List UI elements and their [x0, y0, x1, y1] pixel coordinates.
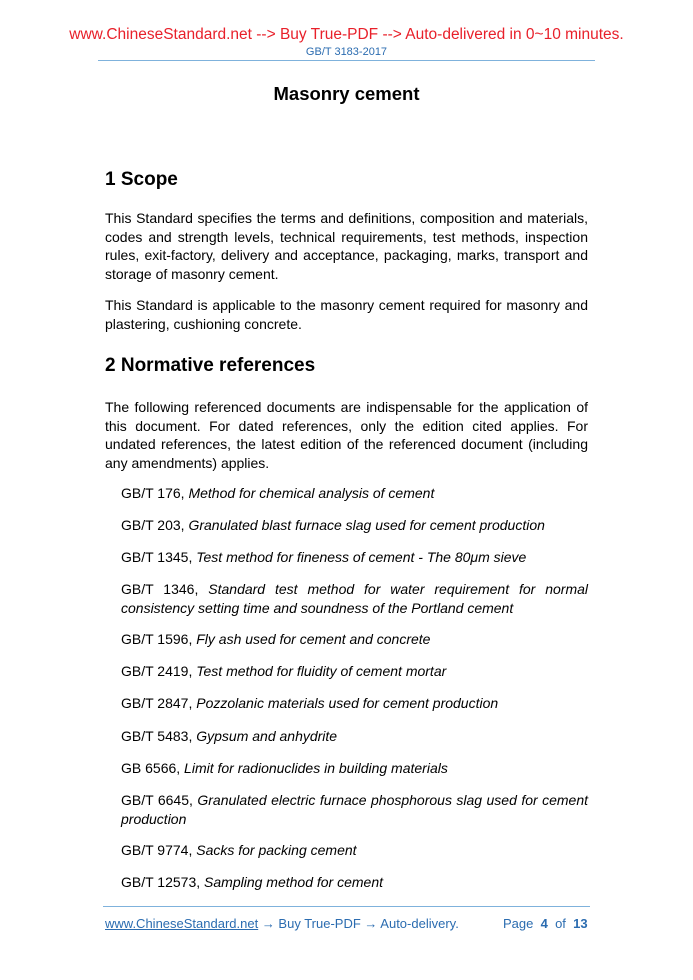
reference-code: GB 6566, — [121, 760, 181, 776]
reference-title: Granulated blast furnace slag used for cement production — [188, 517, 545, 533]
standard-code: GB/T 3183-2017 — [305, 46, 388, 58]
page-total: 13 — [573, 916, 588, 931]
reference-code: GB/T 1346, — [121, 581, 199, 597]
reference-code: GB/T 5483, — [121, 728, 193, 744]
page-current: 4 — [540, 916, 548, 931]
reference-item — [121, 630, 588, 649]
reference-title: Granulated electric furnace phosphorous slag used for cement production — [121, 792, 589, 827]
reference-item — [121, 873, 588, 892]
reference-title: Standard test method for water requirement for normal consistency setting time and soundness of the Portland cement — [121, 581, 589, 616]
reference-item — [121, 484, 588, 503]
reference-title: Test method for fluidity of cement mortar — [196, 663, 447, 679]
scope-paragraph-1: This Standard specifies the terms and definitions, composition and materials, codes and strength levels, technical requirements, test methods, inspection rules, exit-factory, delivery and acceptance, packaging, marks, transport and storage of masonry cement. — [105, 210, 588, 283]
page-indicator — [503, 916, 588, 931]
reference-item — [121, 580, 588, 617]
scope-paragraph-2: This Standard is applicable to the masonry cement required for masonry and plastering, cushioning concrete. — [105, 297, 588, 332]
footer-link[interactable]: www.ChineseStandard.net — [105, 916, 259, 931]
reference-item — [121, 662, 588, 681]
document-title: Masonry cement — [273, 83, 420, 104]
reference-title: Limit for radionuclides in building materials — [184, 760, 448, 776]
reference-title: Test method for fineness of cement - The 80μm sieve — [196, 549, 527, 565]
footer-tagline: → Buy True-PDF → Auto-delivery. — [258, 916, 459, 931]
reference-title: Pozzolanic materials used for cement production — [196, 695, 499, 711]
reference-code: GB/T 176, — [121, 485, 185, 501]
reference-item — [121, 759, 588, 778]
reference-title: Sacks for packing cement — [196, 842, 357, 858]
reference-code: GB/T 12573, — [121, 874, 201, 890]
reference-item — [121, 548, 588, 567]
promo-banner[interactable]: www.ChineseStandard.net --> Buy True-PDF --> Auto-delivered in 0~10 minutes. — [69, 26, 624, 43]
reference-code: GB/T 203, — [121, 517, 185, 533]
reference-title: Method for chemical analysis of cement — [188, 485, 435, 501]
of-label: of — [555, 916, 566, 931]
footer-left — [105, 916, 459, 931]
reference-title: Gypsum and anhydrite — [196, 728, 338, 744]
reference-code: GB/T 9774, — [121, 842, 193, 858]
page-label: Page — [503, 916, 534, 931]
reference-item — [121, 516, 588, 535]
reference-title: Fly ash used for cement and concrete — [196, 631, 431, 647]
reference-item — [121, 694, 588, 713]
reference-item — [121, 727, 588, 746]
reference-item — [121, 841, 588, 860]
reference-item — [121, 791, 588, 828]
reference-title: Sampling method for cement — [204, 874, 384, 890]
section-heading-scope: 1 Scope — [105, 169, 178, 190]
reference-code: GB/T 1596, — [121, 631, 193, 647]
section-heading-normative-references: 2 Normative references — [105, 355, 316, 376]
reference-code: GB/T 2847, — [121, 695, 193, 711]
footer-divider — [103, 906, 590, 907]
reference-code: GB/T 6645, — [121, 792, 193, 808]
reference-code: GB/T 2419, — [121, 663, 193, 679]
header-divider — [98, 60, 595, 61]
normative-intro-paragraph: The following referenced documents are indispensable for the application of this document. For dated references, only the edition cited applies. For undated references, the latest edition of the referenced document (including any amendments) applies. — [105, 399, 588, 472]
reference-code: GB/T 1345, — [121, 549, 193, 565]
